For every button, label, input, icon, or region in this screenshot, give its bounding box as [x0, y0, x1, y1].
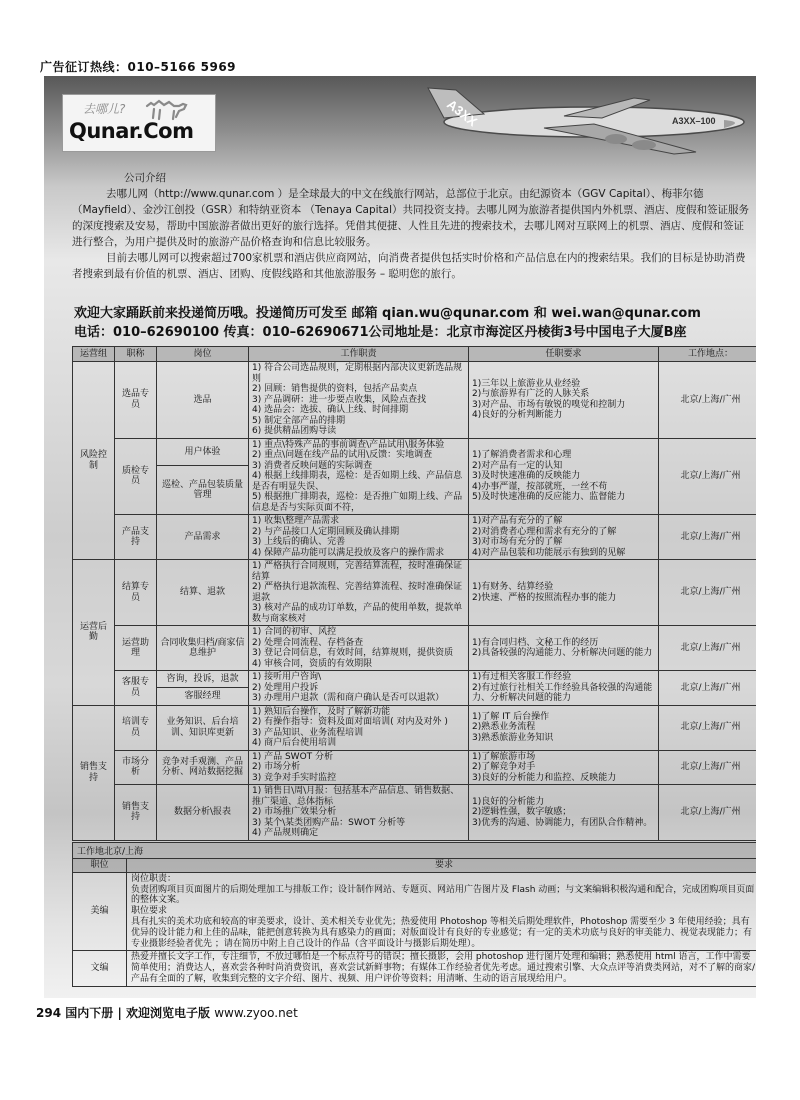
- list-item: 2)有过旅行社相关工作经验具备较强的沟通能力、分析解决问题的能力: [472, 682, 653, 703]
- row-duties: [249, 438, 469, 515]
- row-duties: [249, 362, 469, 439]
- row-title: 选品专员: [115, 362, 157, 439]
- logo-chinese-text: 去哪儿?: [83, 102, 126, 116]
- list-item: 2) 严格执行退款流程、完善结算流程、按时准确保证退款: [252, 582, 463, 603]
- list-item: 3)熟悉旅游业务知识: [472, 732, 554, 743]
- row-post: 客服经理: [157, 688, 249, 705]
- requirement-line: 具有扎实的美术功底和较高的审美要求，设计、美术相关专业优先；热爱使用 Photoshop 等相关后期处理软件，Photoshop 需要至少 3 年使用经验；具有优异的设计能力和上佳的品味，能把创意转换为具有感染力的画面；对版面设计有良好的专业感觉；有一定的美术功底与良好的审美能力、视觉表现能力；有专业摄影经验者优先 ；请在简历中附上自己设计的作品（含平面设计与摄影后期处理）。: [131, 916, 753, 949]
- list-item: 3)对市场有充分的了解: [472, 537, 563, 547]
- plane-livery-body: A3XX–100: [672, 116, 716, 126]
- logo-english-text: Qunar.Com: [69, 119, 194, 143]
- list-item: 3)优秀的沟通、协调能力，有团队合作精神。: [472, 817, 653, 828]
- list-item: 3) 产品调研：进一步要点收集，风险点查找: [252, 394, 427, 405]
- row-post: 产品需求: [157, 515, 249, 560]
- jobs-table: [72, 346, 756, 841]
- row-post: 选品: [157, 362, 249, 439]
- list-item: 2)对消费者心理和需求有充分的了解: [472, 526, 617, 537]
- row-title: 培训专员: [115, 705, 157, 750]
- list-item: 2)与旅游界有广泛的人脉关系: [472, 389, 590, 400]
- group-sales-support: 销售支持: [73, 705, 115, 840]
- row-place: 北京/上海/广州: [659, 671, 757, 706]
- table-row: [73, 671, 757, 688]
- row-title: 产品支持: [115, 515, 157, 560]
- row-title: 运营助理: [115, 626, 157, 671]
- intro-title: 公司介绍: [124, 172, 166, 184]
- requirement-line: 负责团购项目页面图片的后期处理加工与排版工作；设计制作网站、专题页、网站用广告图片及 Flash 动画；与文案编辑积极沟通和配合，完成团购项目页面的整体文案。: [131, 884, 755, 906]
- contact-email-line: 欢迎大家踊跃前来投递简历哦。投递简历可发至 邮箱 qian.wu@qunar.com 和 wei.wan@qunar.com: [74, 306, 701, 321]
- jobs-table-header: [73, 347, 757, 362]
- list-item: 3) 产品知识、业务流程培训: [252, 727, 364, 738]
- table-row: [73, 750, 757, 785]
- row-duties: [249, 671, 469, 706]
- list-item: 3)良好的分析能力和监控、反映能力: [472, 772, 617, 783]
- row-post: 巡检、产品包装质量管理: [157, 466, 249, 515]
- list-item: 1)了解旅游市场: [472, 751, 536, 762]
- row-duties: [249, 705, 469, 750]
- row-place: 北京/上海/广州: [659, 362, 757, 439]
- list-item: 2) 重点\问题在线产品的试用\反馈：实地调查: [252, 450, 433, 460]
- list-item: 3)及时快速准确的反映能力: [472, 471, 581, 481]
- list-item: 1)有财务、结算经验: [472, 582, 554, 592]
- list-item: 3) 登记合同信息，有效时间，结算规则，提供资质: [252, 648, 454, 658]
- list-item: 5)及时快速准确的反应能力、监督能力: [472, 492, 626, 502]
- intro-paragraph-2: 目前去哪儿网可以搜索超过700家机票和酒店供应商网站，向消费者提供包括实时价格和产品信息在内的搜索结果。我们的目标是协助消费者搜索到最有价值的机票、酒店、团购、度假线路和其他旅游服务 – 聪明您的旅行。: [72, 252, 746, 280]
- col-group: 运营组: [73, 347, 115, 362]
- list-item: 2) 有操作指导：资料及面对面培训( 对内及对外 ): [252, 717, 448, 727]
- list-item: 3) 某个\某类团购产品：SWOT 分析等: [252, 817, 406, 828]
- row-post: 竞争对手观测、产品分析、网站数据挖掘: [157, 750, 249, 785]
- list-item: 2)了解竞争对手: [472, 762, 536, 772]
- row-reqs: [469, 626, 659, 671]
- row-title: 美编: [73, 872, 127, 951]
- row-reqs: [469, 705, 659, 750]
- row-duties: [249, 785, 469, 841]
- list-item: 2)具备较强的沟通能力、分析解决问题的能力: [472, 648, 653, 658]
- table-row: [73, 951, 757, 986]
- row-reqs: [469, 785, 659, 841]
- group-risk-control: 风险控制: [73, 362, 115, 560]
- list-item: 1) 合同的初审、风控: [252, 627, 337, 637]
- list-item: 2)逻辑性强，数字敏感；: [472, 807, 572, 817]
- list-item: 1)了解消费者需求和心理: [472, 450, 572, 460]
- row-title: 销售支持: [115, 785, 157, 841]
- list-item: 4) 选品会：选拔、确认上线、时间排期: [252, 405, 409, 415]
- row-requirements: [127, 951, 757, 986]
- list-item: 1)三年以上旅游业从业经验: [472, 378, 581, 389]
- row-title: 结算专员: [115, 560, 157, 626]
- row-post: 结算、退款: [157, 560, 249, 626]
- list-item: 1) 收集\整理产品需求: [252, 516, 340, 526]
- col-place: 工作地点：: [659, 347, 757, 362]
- list-item: 1)有合同归档、文秘工作的经历: [472, 637, 599, 648]
- list-item: 2)对产品有一定的认知: [472, 460, 563, 471]
- row-title: 文编: [73, 951, 127, 986]
- intro-paragraph-1: 去哪儿网（http://www.qunar.com ）是全球最大的中文在线旅行网站，总部位于北京。由纪源资本（GGV Capital）、梅菲尔德（Mayfield）、金沙江创投（GSR）和特纳亚资本 （Tenaya Capital）共同投资支持。去哪儿网为旅游者提供国内外机票、酒店、度假和签证服务的深度搜索及安易，帮助中国旅游者做出更好的旅行选择。凭借其便捷、人性且先进的搜索技术，去哪儿网对互联网上的机票、酒店、度假和签证进行整合，为用户提供及时的旅游产品价格查询和信息比较服务。: [72, 188, 750, 248]
- row-place: 北京/上海/广州: [659, 515, 757, 560]
- row-reqs: [469, 362, 659, 439]
- row-place: 北京/上海/广州: [659, 750, 757, 785]
- list-item: 3) 办理用户退款（需和商户确认是否可以退款）: [252, 693, 445, 703]
- list-item: 2) 处理合同流程、存档备查: [252, 637, 364, 648]
- row-title: 质检专员: [115, 438, 157, 515]
- col-duties: 工作职责: [249, 347, 469, 362]
- requirement-line: 热爱并擅长文字工作，专注细节，不放过哪怕是一个标点符号的错误；擅长摄影，会用 photoshop 进行图片处理和编辑；熟悉使用 html 语言，工作中需要简单使用；消费达人，喜欢尝各种时尚消费资讯，喜欢尝试新鲜事物；有媒体工作经验者优先考虑。通过搜索引擎、大众点评等消费类网站，对不了解的商家/产品有全面的了解，收集到完整的文字介绍、图片、视频、用户评价等资料；用清晰、生动的语言展现给用户。: [131, 952, 756, 984]
- group-operations: 运营后勤: [73, 560, 115, 706]
- list-item: 4) 商户后台使用培训: [252, 738, 337, 748]
- list-item: 1) 重点\特殊产品的事前调查\产品试用\服务体验: [252, 439, 445, 450]
- camel-icon: [143, 97, 193, 121]
- page-number: 294: [36, 1006, 62, 1020]
- row-duties: [249, 750, 469, 785]
- list-item: 2) 市场推广效果分析: [252, 807, 337, 817]
- list-item: 2) 处理用户投诉: [252, 682, 319, 693]
- list-item: 1) 符合公司选品规则，定期根据内部决议更新选品规则: [252, 363, 463, 384]
- list-item: 1) 严格执行合同规则，完善结算流程，按时准确保证结算: [252, 561, 463, 582]
- row-reqs: [469, 515, 659, 560]
- list-item: 1)对产品有充分的了解: [472, 516, 563, 526]
- row-reqs: [469, 750, 659, 785]
- table-row: [73, 362, 757, 439]
- airplane-illustration: [424, 82, 754, 162]
- col-position: 职位: [73, 859, 127, 873]
- row-reqs: [469, 438, 659, 515]
- list-item: 2)熟悉业务流程: [472, 722, 536, 733]
- footer-tagline: 欢迎浏览电子版: [126, 1006, 211, 1020]
- design-section-caption: 工作地北京/上海: [72, 842, 756, 858]
- list-item: 1)了解 IT 后台操作: [472, 711, 550, 722]
- row-duties: [249, 560, 469, 626]
- table-row: [73, 515, 757, 560]
- list-item: 4)对产品包装和功能展示有独到的见解: [472, 547, 626, 558]
- list-item: 4) 根据上线排期表，巡检：是否如期上线、产品信息是否有明显失误、: [252, 471, 463, 492]
- row-requirements: [127, 872, 757, 951]
- list-item: 4)良好的分析判断能力: [472, 410, 563, 421]
- design-table-header: [73, 859, 757, 873]
- list-item: 1)有过相关客服工作经验: [472, 672, 572, 682]
- row-reqs: [469, 671, 659, 706]
- list-item: 5) 制定全部产品的排期: [252, 415, 346, 426]
- table-row: [73, 560, 757, 626]
- col-title: 职称: [115, 347, 157, 362]
- row-place: 北京/上海/广州: [659, 785, 757, 841]
- row-post: 合同收集归档/商家信息维护: [157, 626, 249, 671]
- footer-separator: |: [117, 1006, 122, 1020]
- row-place: 北京/上海/广州: [659, 438, 757, 515]
- requirement-line: 岗位职责：: [131, 873, 177, 884]
- row-place: 北京/上海/广州: [659, 560, 757, 626]
- list-item: 3) 消费者反映问题的实际调查: [252, 460, 373, 471]
- contact-info: [74, 304, 754, 342]
- list-item: 5) 根据推广排期表，巡检：是否推广如期上线、产品信息是否与实际页面不符，: [252, 492, 463, 513]
- table-row: [73, 785, 757, 841]
- list-item: 2)快速、严格的按照流程办事的能力: [472, 592, 617, 603]
- row-title: 客服专员: [115, 671, 157, 706]
- col-post: 岗位: [157, 347, 249, 362]
- list-item: 2) 市场分析: [252, 762, 301, 772]
- row-post: 用户体验: [157, 438, 249, 466]
- list-item: 3)对产品、市场有敏锐的嗅觉和控制力: [472, 399, 626, 410]
- row-post: 数据分析\报表: [157, 785, 249, 841]
- row-duties: [249, 626, 469, 671]
- section-name: 国内下册: [65, 1006, 114, 1020]
- footer-url[interactable]: www.zyoo.net: [214, 1006, 298, 1020]
- ad-hotline: 广告征订热线：010–5166 5969: [40, 60, 237, 74]
- table-row: [73, 626, 757, 671]
- list-item: 4)办事严谨，按部就班，一丝不苟: [472, 481, 608, 492]
- table-row: [73, 438, 757, 466]
- list-item: 2) 与产品接口人定期回顾及确认排期: [252, 526, 400, 537]
- row-duties: [249, 515, 469, 560]
- col-requirements: 要求: [127, 859, 757, 873]
- plane-livery-tail: A3XX: [444, 96, 481, 130]
- contact-phone-line: 电话：010–62690100 传真：010–62690671公司地址是：北京市海淀区丹棱街3号中国电子大厦B座: [74, 325, 687, 340]
- list-item: 3) 核对产品的成功订单数，产品的使用单数，提款单数与商家核对: [252, 603, 463, 624]
- list-item: 3) 上线后的确认、完善: [252, 537, 346, 547]
- design-jobs-section: [72, 842, 756, 987]
- list-item: 4) 产品规则确定: [252, 828, 319, 838]
- table-row: [73, 705, 757, 750]
- list-item: 1) 产品 SWOT 分析: [252, 751, 334, 762]
- list-item: 1) 接听用户咨询\: [252, 672, 322, 682]
- list-item: 6) 提供精品团购导读: [252, 426, 337, 436]
- list-item: 1) 熟知后台操作，及时了解新功能: [252, 706, 391, 717]
- list-item: 1)良好的分析能力: [472, 796, 545, 807]
- requirement-line: 职位要求: [131, 906, 168, 917]
- row-place: 北京/上海/广州: [659, 705, 757, 750]
- row-place: 北京/上海/广州: [659, 626, 757, 671]
- row-post: 咨询，投诉，退款: [157, 671, 249, 688]
- list-item: 4) 审核合同，资质的有效期限: [252, 658, 373, 669]
- page-footer: [36, 1004, 298, 1021]
- table-row: [73, 872, 757, 951]
- qunar-ad: [44, 76, 756, 998]
- list-item: 1) 销售日\周\月报：包括基本产品信息、销售数据、推广渠道、总体指标: [252, 786, 460, 807]
- company-intro: [72, 170, 752, 282]
- row-title: 市场分析: [115, 750, 157, 785]
- design-jobs-table: [72, 858, 756, 987]
- row-reqs: [469, 560, 659, 626]
- list-item: 3) 竞争对手实时监控: [252, 772, 337, 783]
- qunar-logo: [62, 94, 216, 152]
- row-post: 业务知识、后台培训、知识库更新: [157, 705, 249, 750]
- list-item: 2) 回顾：销售提供的资料，包括产品卖点: [252, 384, 418, 394]
- col-reqs: 任职要求: [469, 347, 659, 362]
- list-item: 4) 保障产品功能可以满足投放及客户的操作需求: [252, 547, 445, 558]
